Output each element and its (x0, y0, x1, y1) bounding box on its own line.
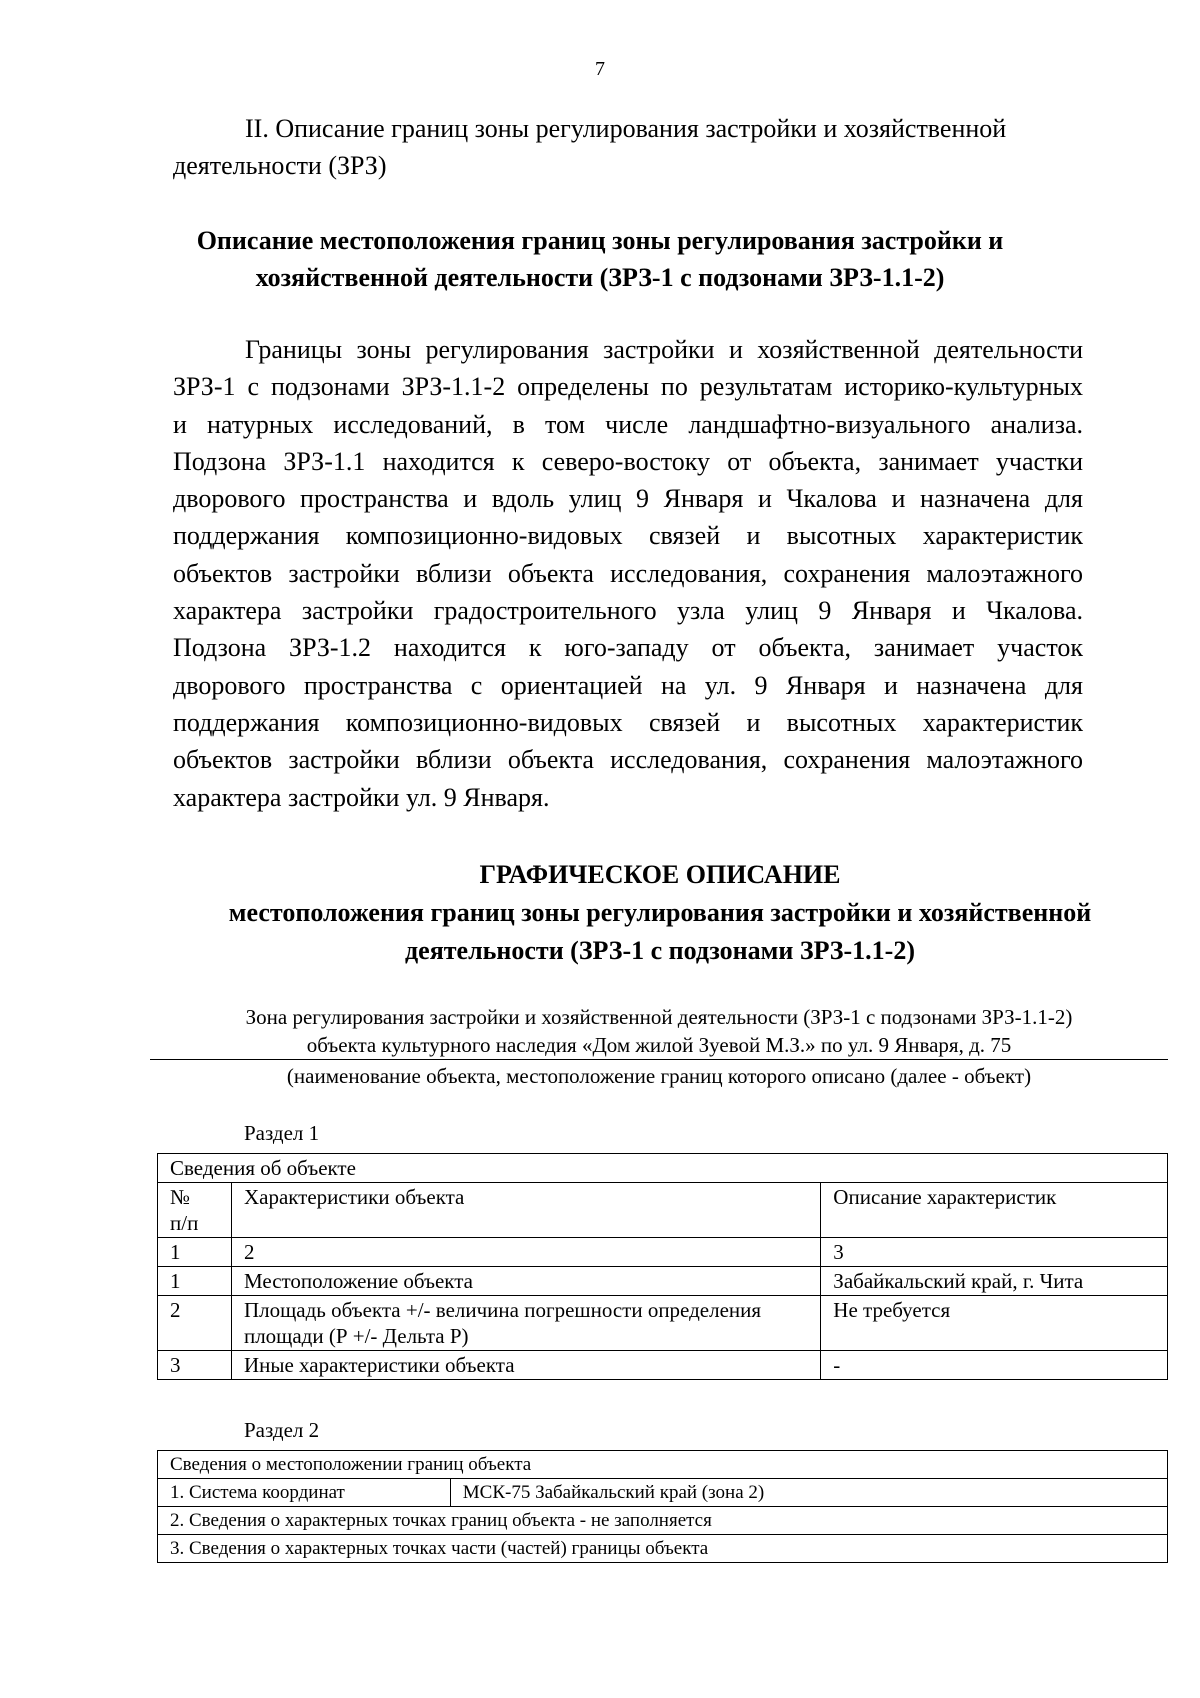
table-row (158, 1535, 1168, 1563)
header-cell: № п/п (158, 1183, 232, 1238)
table-title-cell: Сведения об объекте (158, 1154, 1168, 1183)
table-cell: Площадь объекта +/- величина погрешности определения площади (Р +/- Дельта Р) (231, 1296, 820, 1351)
object-name-line1: Зона регулирования застройки и хозяйственной деятельности (ЗРЗ-1 с подзонами ЗРЗ-1.1-2) (245, 1005, 1073, 1029)
table-row (158, 1479, 1168, 1507)
heading1-line1: Описание местоположения границ зоны регулирования застройки и (196, 226, 1004, 255)
coordinate-system-value: МСК-75 Забайкальский край (зона 2) (450, 1479, 1167, 1507)
body-line: дворового пространства с ориентацией на ул. 9 Января и назначена для (173, 670, 1083, 700)
heading2-line2: местоположения границ зоны регулирования застройки и хозяйственной (228, 898, 1092, 927)
table-row (158, 1238, 1168, 1267)
table-cell: Не требуется (821, 1296, 1168, 1351)
heading2-line3: деятельности (ЗРЗ-1 с подзонами ЗРЗ-1.1-2) (405, 936, 915, 965)
object-info-table (157, 1153, 1168, 1380)
table-row (158, 1507, 1168, 1535)
table-cell: Забайкальский край, г. Чита (821, 1267, 1168, 1296)
body-line: и натурных исследований, в том числе ландшафтно-визуального анализа. (173, 409, 1083, 439)
body-paragraph (173, 331, 1083, 816)
body-line: дворового пространства и вдоль улиц 9 Января и Чкалова и назначена для (173, 484, 1083, 514)
object-name-caption: (наименование объекта, местоположение границ которого описано (далее - объект) (286, 1064, 1032, 1088)
table-row (158, 1154, 1168, 1183)
body-line: характера застройки градостроительного узла улиц 9 Января и Чкалова. (173, 596, 1083, 626)
object-name-line2: объекта культурного наследия «Дом жилой Зуевой М.З.» по ул. 9 Января, д. 75 (150, 1031, 1168, 1060)
heading-boundary-description (150, 222, 1050, 296)
heading-graphic-description (150, 856, 1170, 970)
body-line: объектов застройки вблизи объекта исследования, сохранения малоэтажного (173, 745, 1083, 775)
table-header-row (158, 1183, 1168, 1238)
page-number: 7 (595, 58, 605, 80)
table-row (158, 1296, 1168, 1351)
body-line: Границы зоны регулирования застройки и хозяйственной деятельности (245, 335, 1083, 364)
body-line: характера застройки ул. 9 Января. (173, 782, 550, 812)
table-cell: 3 (158, 1351, 232, 1380)
column-number-cell: 2 (231, 1238, 820, 1267)
heading1-line2: хозяйственной деятельности (ЗРЗ-1 с подзонами ЗРЗ-1.1-2) (255, 263, 945, 292)
body-line: поддержания композиционно-видовых связей и высотных характеристик (173, 707, 1083, 737)
table-row (158, 1351, 1168, 1380)
section-title-line1: II. Описание границ зоны регулирования застройки и хозяйственной (245, 114, 1007, 143)
table-title-cell: Сведения о местоположении границ объекта (158, 1451, 1168, 1479)
table-cell: 3. Сведения о характерных точках части (частей) границы объекта (158, 1535, 1168, 1563)
boundary-location-table (157, 1450, 1168, 1563)
section-title-line2: деятельности (ЗРЗ) (173, 151, 387, 180)
heading2-line1: ГРАФИЧЕСКОЕ ОПИСАНИЕ (479, 860, 841, 889)
column-number-cell: 1 (158, 1238, 232, 1267)
body-line: поддержания композиционно-видовых связей и высотных характеристик (173, 521, 1083, 551)
table-cell: 2 (158, 1296, 232, 1351)
table-row (158, 1267, 1168, 1296)
body-line: Подзона ЗРЗ-1.2 находится к юго-западу от объекта, занимает участок (173, 633, 1083, 663)
section2-label: Раздел 2 (244, 1418, 320, 1442)
table-cell: - (821, 1351, 1168, 1380)
section-title (173, 110, 1053, 184)
header-cell: Описание характеристик (821, 1183, 1168, 1238)
table-cell: Местоположение объекта (231, 1267, 820, 1296)
object-name (150, 1003, 1168, 1060)
table-cell: Иные характеристики объекта (231, 1351, 820, 1380)
body-line: Подзона ЗРЗ-1.1 находится к северо-востоку от объекта, занимает участки (173, 446, 1083, 476)
header-cell: Характеристики объекта (231, 1183, 820, 1238)
table-cell: 1 (158, 1267, 232, 1296)
column-number-cell: 3 (821, 1238, 1168, 1267)
section1-label: Раздел 1 (244, 1121, 320, 1145)
table-cell: 2. Сведения о характерных точках границ объекта - не заполняется (158, 1507, 1168, 1535)
body-line: ЗРЗ-1 с подзонами ЗРЗ-1.1-2 определены по результатам историко-культурных (173, 372, 1083, 402)
table-row (158, 1451, 1168, 1479)
coordinate-system-label: 1. Система координат (158, 1479, 451, 1507)
body-line: объектов застройки вблизи объекта исследования, сохранения малоэтажного (173, 558, 1083, 588)
